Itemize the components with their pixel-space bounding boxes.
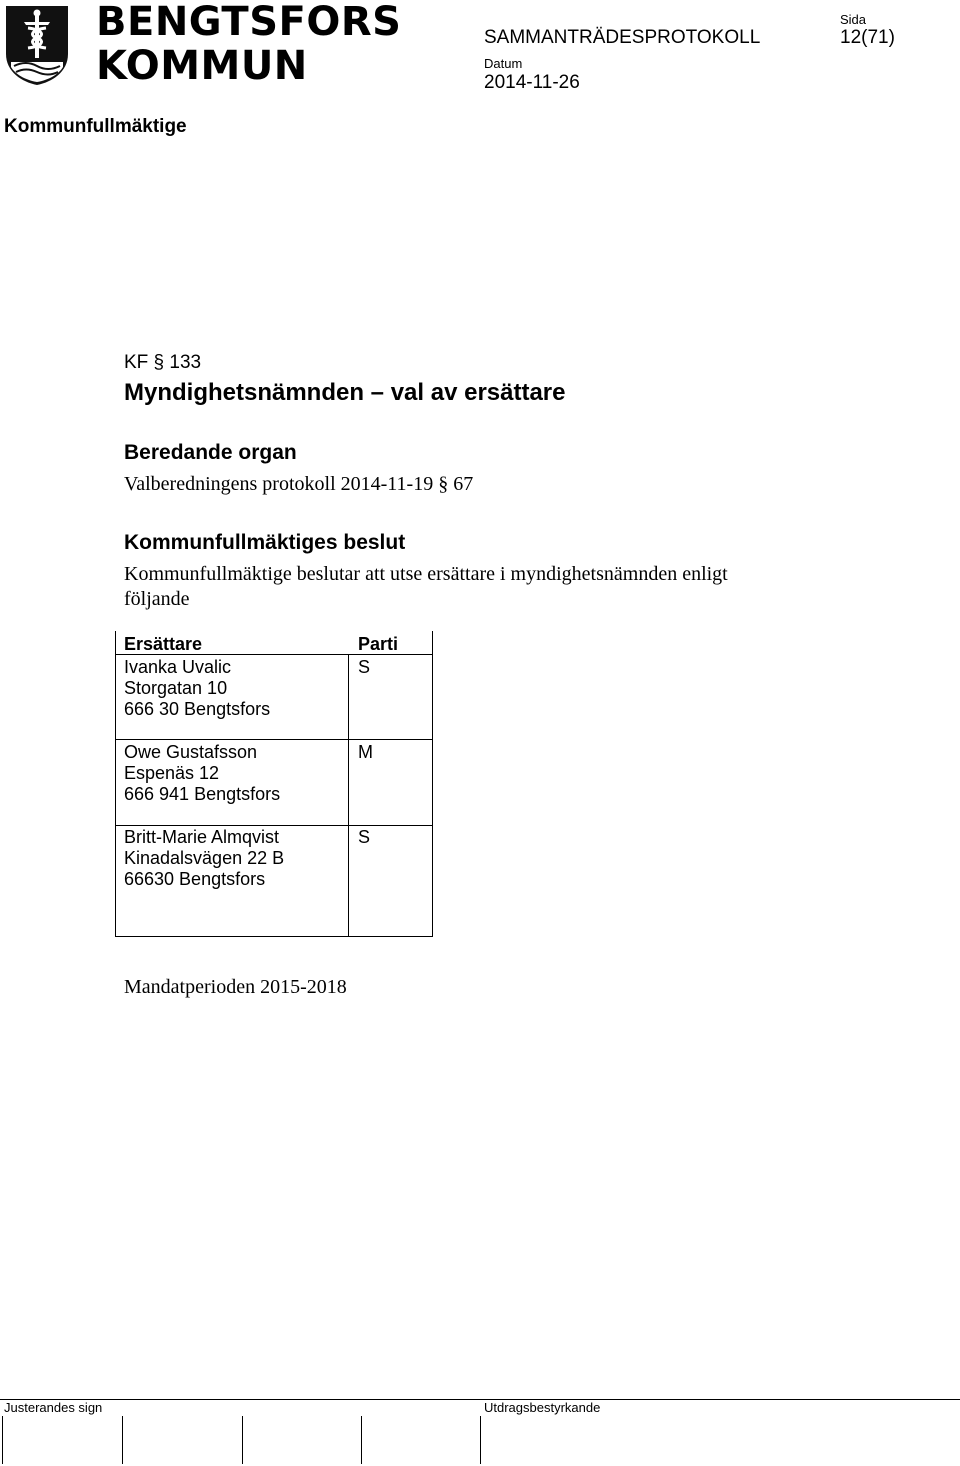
- signature-box-divider: [361, 1416, 362, 1464]
- table-row: [124, 827, 284, 890]
- brand-line-1: BENGTSFORS: [96, 0, 402, 45]
- substitute-party: S: [358, 657, 371, 677]
- municipal-coat-of-arms-icon: [4, 4, 70, 86]
- signature-box-divider: [480, 1416, 481, 1464]
- signature-box-divider: [122, 1416, 123, 1464]
- table-header-party: Parti: [358, 634, 399, 654]
- page-number: 12(71): [840, 27, 895, 48]
- signature-box-divider: [2, 1416, 3, 1464]
- extract-certification-label: Utdragsbestyrkande: [484, 1400, 601, 1415]
- substitute-street: Espenäs 12: [124, 763, 220, 783]
- adjusters-sign-label: Justerandes sign: [4, 1400, 103, 1415]
- page-label: Sida: [840, 12, 867, 27]
- substitute-street: Kinadalsvägen 22 B: [124, 848, 285, 868]
- signature-box-divider: [242, 1416, 243, 1464]
- decision-text-line-1: Kommunfullmäktige beslutar att utse ersättare i myndighetsnämnden enligt: [124, 563, 728, 585]
- substitute-city: 666 941 Bengtsfors: [124, 784, 281, 804]
- date-label: Datum: [484, 56, 523, 71]
- substitute-city: 66630 Bengtsfors: [124, 869, 266, 889]
- footer-divider: [0, 1399, 960, 1400]
- table-row-divider: [115, 825, 433, 826]
- brand-logotype: [96, 0, 401, 88]
- table-row: [124, 657, 270, 720]
- substitute-party: S: [358, 827, 371, 847]
- substitute-city: 666 30 Bengtsfors: [124, 699, 271, 719]
- substitute-party: M: [358, 742, 373, 762]
- document-type: SAMMANTRÄDESPROTOKOLL: [484, 27, 761, 48]
- brand-line-2: KOMMUN: [96, 43, 308, 89]
- substitute-name: Owe Gustafsson: [124, 742, 258, 762]
- table-column-divider: [348, 654, 349, 937]
- preparing-body-heading: Beredande organ: [124, 441, 297, 464]
- decision-text-line-2: följande: [124, 588, 190, 610]
- substitute-name: Britt-Marie Almqvist: [124, 827, 280, 847]
- page-title: Myndighetsnämnden – val av ersättare: [124, 379, 566, 406]
- table-row-divider: [115, 739, 433, 740]
- table-row: [124, 742, 280, 805]
- item-reference: KF § 133: [124, 352, 202, 373]
- table-header-substitute: Ersättare: [124, 634, 203, 654]
- preparing-body-text: Valberedningens protokoll 2014-11-19 § 67: [124, 473, 474, 495]
- substitute-street: Storgatan 10: [124, 678, 228, 698]
- decision-heading: Kommunfullmäktiges beslut: [124, 531, 406, 554]
- substitute-name: Ivanka Uvalic: [124, 657, 232, 677]
- term-of-office: Mandatperioden 2015-2018: [124, 976, 347, 998]
- date-value: 2014-11-26: [484, 72, 580, 93]
- organ-name: Kommunfullmäktige: [4, 116, 187, 137]
